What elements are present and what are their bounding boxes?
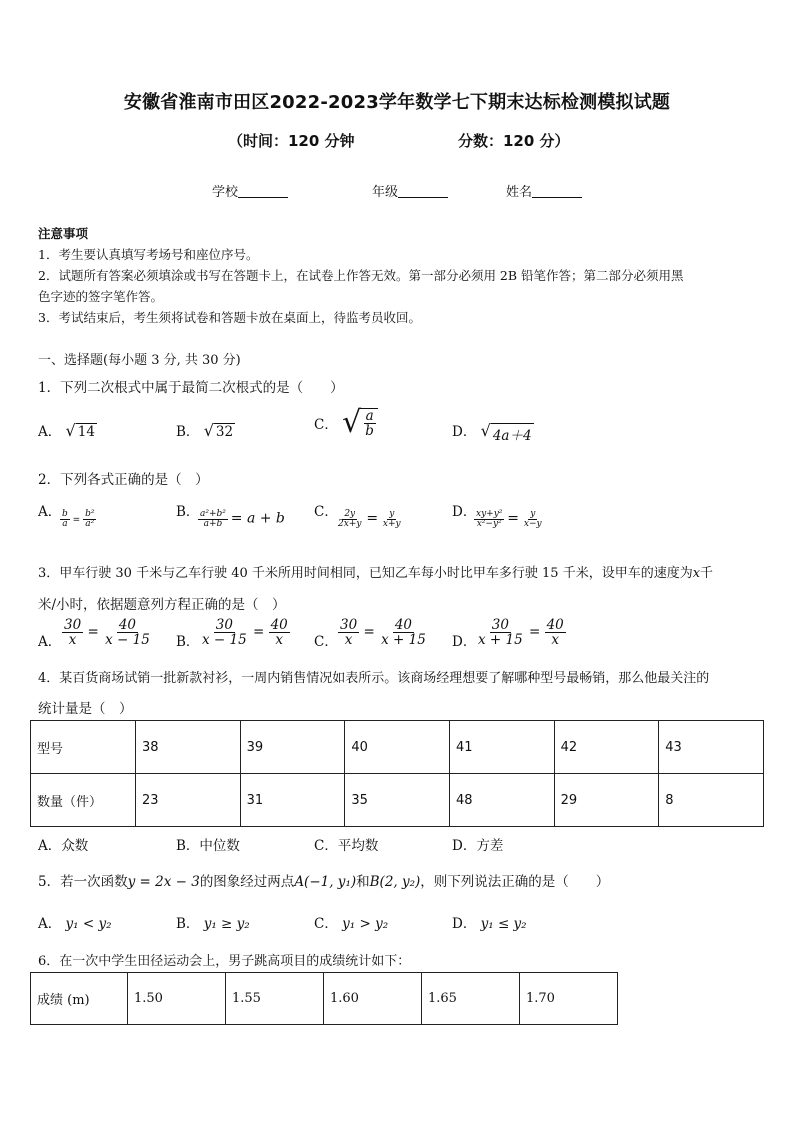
question-2-stem: 2．下列各式正确的是（ ） [38, 472, 209, 488]
stem-text: 的图象经过两点 [199, 874, 295, 890]
q1-option-b[interactable] [176, 420, 235, 440]
inequality: y₁ ≥ y₂ [203, 916, 250, 932]
fraction-denominator: 2x+y [338, 519, 362, 530]
q4-option-d[interactable]: D．方差 [452, 838, 504, 854]
table-cell: 1.70 [520, 973, 618, 1025]
q3-option-d[interactable] [476, 618, 566, 647]
fraction-denominator: x²−y² [476, 519, 502, 530]
sqrt-expression [66, 423, 97, 440]
q2-option-c-label: C． [314, 504, 338, 520]
school-label: 学校 [212, 185, 239, 200]
option-label: B． [176, 916, 200, 932]
table-cell: 41 [449, 721, 554, 774]
radical-sign: √ [65, 421, 76, 440]
option-label: B． [176, 424, 200, 440]
equals-sign: = [363, 624, 375, 641]
fraction-denominator: x [551, 632, 559, 649]
fraction-numerator: 40 [270, 617, 288, 633]
table-cell: 1.55 [226, 973, 324, 1025]
equals-sign: = [72, 515, 81, 526]
sqrt-expression [204, 423, 235, 440]
q3-option-a-label: A． [38, 634, 62, 650]
q5-option-c[interactable] [314, 912, 388, 932]
q3-option-b[interactable] [200, 618, 290, 647]
fraction-numerator: y [530, 509, 536, 519]
school-blank [238, 184, 288, 198]
fraction-denominator: x+y [382, 519, 401, 530]
note-item: 1．考生要认真填写考场号和座位序号。 [38, 247, 259, 262]
question-6-stem: 6．在一次中学生田径运动会上，男子跳高项目的成绩统计如下： [38, 954, 411, 969]
variable: x [692, 566, 701, 581]
section-heading: 一、选择题(每小题 3 分, 共 30 分) [38, 353, 241, 368]
grade-field [372, 181, 448, 200]
q2-option-c[interactable] [336, 510, 403, 530]
note-item: 3．考试结束后，考生须将试卷和答题卡放在桌面上，待监考员收回。 [38, 310, 421, 325]
fraction-numerator: 2y [344, 509, 356, 519]
fraction-numerator: b² [85, 509, 95, 519]
fraction-denominator: a² [85, 519, 95, 530]
fraction-denominator: x [275, 632, 283, 649]
fraction-numerator: y [389, 509, 395, 519]
fraction-denominator: x−y [523, 519, 542, 530]
option-label: D． [452, 916, 477, 932]
fraction-denominator: x [344, 632, 353, 649]
table-cell: 23 [136, 774, 241, 827]
equals-sign: = [87, 624, 99, 641]
table-row [31, 973, 618, 1025]
equals-sign: = [366, 510, 379, 527]
fraction-denominator: x + 15 [478, 632, 523, 649]
equals-sign: = [507, 510, 520, 527]
inequality: y₁ ≤ y₂ [480, 916, 527, 932]
table-row [31, 774, 764, 827]
q2-option-d-label: D． [452, 504, 477, 520]
q2-option-d[interactable] [474, 510, 544, 530]
stem-text: ，则下列说法正确的是（ ） [420, 874, 610, 890]
high-jump-table [30, 972, 618, 1025]
name-field [506, 181, 582, 200]
radicand: 32 [215, 424, 234, 440]
option-label: D． [452, 424, 477, 440]
q3-option-b-label: B． [176, 634, 200, 650]
table-cell: 31 [240, 774, 345, 827]
question-5-stem [38, 870, 609, 890]
fraction-numerator: 40 [546, 617, 564, 633]
question-4-stem: 4．某百货商场试销一批新款衬衫，一周内销售情况如表所示。该商场经理想要了解哪种型号最畅销，那么他最关注的 [38, 671, 710, 686]
stem-text: 5．若一次函数 [38, 874, 128, 890]
size-sales-table [30, 720, 764, 827]
name-blank [532, 184, 582, 198]
q5-option-d[interactable] [452, 912, 527, 932]
fraction-numerator: a [365, 408, 374, 424]
sqrt-expression [481, 423, 534, 444]
q2-option-b-label: B． [176, 504, 200, 520]
point-a: A(−1, y₁) [294, 874, 357, 890]
table-cell: 型号 [31, 721, 136, 774]
fraction-numerator: 30 [215, 617, 233, 633]
name-label: 姓名 [506, 185, 533, 200]
table-cell: 43 [659, 721, 764, 774]
fraction-denominator: b [365, 423, 374, 440]
fraction-denominator: x + 15 [381, 632, 426, 649]
exam-title: 安徽省淮南市田区2022-2023学年数学七下期末达标检测模拟试题 [123, 92, 671, 113]
question-3-stem-continued: 米/小时，依据题意列方程正确的是（ ） [38, 597, 286, 613]
question-3-stem [38, 562, 713, 581]
q1-option-a[interactable] [38, 420, 97, 440]
q3-option-c[interactable] [338, 618, 428, 647]
radical-sign: √ [203, 421, 214, 440]
exam-score: 分数：120 分） [458, 132, 570, 150]
sqrt-expression [342, 405, 378, 440]
q1-option-d[interactable] [452, 420, 534, 444]
fraction-numerator: a²+b² [200, 509, 226, 519]
equals-sign: = [252, 624, 265, 641]
fraction-numerator: 40 [118, 617, 137, 633]
option-label: A． [38, 916, 62, 932]
fraction-numerator: b [62, 509, 68, 519]
exam-time: （时间：120 分钟 [228, 132, 355, 150]
q4-option-a[interactable]: A．众数 [38, 838, 89, 854]
q4-option-c[interactable]: C．平均数 [314, 838, 379, 854]
table-cell: 29 [554, 774, 659, 827]
table-cell: 8 [659, 774, 764, 827]
fraction-numerator: 30 [491, 617, 509, 633]
table-cell: 39 [240, 721, 345, 774]
radicand: 14 [77, 424, 95, 440]
inequality: y₁ < y₂ [65, 916, 112, 932]
table-cell: 1.50 [128, 973, 226, 1025]
note-item: 2．试题所有答案必须填涂或书写在答题卡上，在试卷上作答无效。第一部分必须用 2B 铅笔作答；第二部分必须用黑 [38, 268, 684, 283]
option-label: C． [314, 417, 338, 434]
fraction-numerator: xy+y² [476, 509, 503, 519]
grade-label: 年级 [372, 185, 399, 200]
equals-sign: = [528, 624, 541, 641]
q5-option-b[interactable] [176, 912, 250, 932]
radical-sign: √ [342, 405, 362, 440]
option-label: C． [314, 916, 338, 932]
fraction-numerator: 30 [64, 617, 82, 633]
q2-option-b[interactable] [198, 510, 285, 530]
table-cell: 1.60 [324, 973, 422, 1025]
q3-option-d-label: D． [452, 634, 477, 650]
table-cell: 成绩 (m) [31, 973, 128, 1025]
table-cell: 35 [345, 774, 450, 827]
note-item: 色字迹的签字笔作答。 [38, 289, 164, 304]
q2-option-a[interactable] [60, 510, 96, 530]
notes-heading: 注意事项 [38, 226, 89, 241]
table-cell: 48 [449, 774, 554, 827]
q3-option-a[interactable] [62, 618, 152, 647]
table-cell: 1.65 [422, 973, 520, 1025]
radicand: 4a＋4 [491, 423, 534, 444]
radical-sign: √ [480, 421, 491, 440]
stem-text: 3．甲车行驶 30 千米与乙车行驶 40 千米所用时间相同，已知乙车每小时比甲车多行驶 15 千米，设甲车的速度为 [38, 566, 693, 581]
stem-text: 和 [356, 874, 370, 890]
right-hand-side: = a + b [230, 510, 285, 527]
fraction-numerator: 40 [394, 617, 413, 633]
q4-option-b[interactable]: B．中位数 [176, 838, 240, 854]
option-label: A． [38, 424, 62, 440]
q3-option-c-label: C． [314, 634, 338, 650]
stem-text-end: 千 [700, 566, 714, 581]
table-cell: 数量（件） [31, 774, 136, 827]
fraction-numerator: 30 [340, 617, 358, 633]
fraction-denominator: x − 15 [105, 632, 150, 649]
inequality: y₁ > y₂ [342, 916, 389, 932]
table-cell: 42 [554, 721, 659, 774]
question-1-stem: 1．下列二次根式中属于最简二次根式的是（ ） [38, 380, 344, 396]
function-expression: y = 2x − 3 [127, 874, 200, 890]
fraction-denominator: x − 15 [202, 632, 247, 649]
q1-option-c[interactable] [314, 405, 378, 440]
question-4-stem-continued: 统计量是（ ） [38, 701, 133, 717]
table-row [31, 721, 764, 774]
fraction-denominator: x [68, 632, 77, 649]
fraction-denominator: a+b [203, 519, 223, 530]
grade-blank [398, 184, 448, 198]
fraction-denominator: a [62, 519, 68, 530]
radicand [361, 408, 378, 438]
q2-option-a-label: A． [38, 504, 62, 520]
school-field [212, 181, 288, 200]
q5-option-a[interactable] [38, 912, 112, 932]
table-cell: 40 [345, 721, 450, 774]
point-b: B(2, y₂) [369, 874, 421, 890]
table-cell: 38 [136, 721, 241, 774]
